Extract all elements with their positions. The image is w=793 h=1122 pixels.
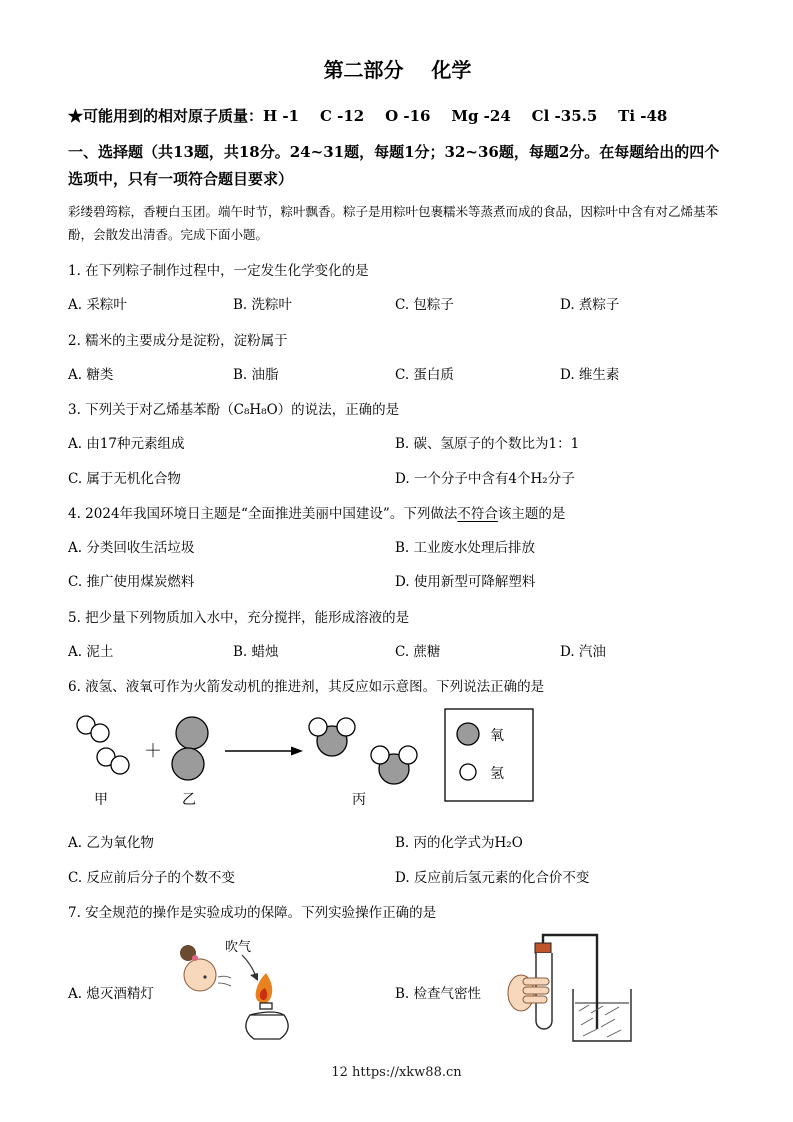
- q2-option-a: A. 糖类: [68, 366, 114, 383]
- water-molecules: [309, 718, 417, 784]
- q1-option-d: D. 煮粽子: [560, 297, 620, 314]
- legend-oxygen-icon: [457, 723, 479, 745]
- section-instructions: 一、选择题（共13题，共18分。24~31题，每题1分；32~36题，每题2分。在每题给出的四个选项中，只有一项符合题目要求）: [68, 143, 720, 188]
- question-3-options-row2: [68, 469, 727, 489]
- question-7-options: [68, 931, 727, 1053]
- q6-option-b: B. 丙的化学式为H₂O: [395, 835, 523, 852]
- question-4-text: [68, 504, 727, 524]
- q7-option-a: [68, 931, 395, 1053]
- question-2-options: [68, 365, 727, 385]
- q5-option-c: C. 蔗糖: [395, 643, 441, 660]
- q4-option-c: C. 推广使用煤炭燃料: [68, 574, 195, 591]
- question-6-text: 6. 液氢、液氧可作为火箭发动机的推进剂，其反应如示意图。下列说法正确的是: [68, 679, 545, 695]
- question-4-options-row2: [68, 572, 727, 592]
- extinguish-lamp-illustration: [170, 933, 320, 1051]
- question-3-text: 3. 下列关于对乙烯基苯酚（C₈H₈O）的说法，正确的是: [68, 402, 400, 418]
- q4-text-post: 该主题的是: [497, 505, 566, 522]
- q4-option-d: D. 使用新型可降解塑料: [395, 574, 536, 591]
- girl-blowing: [180, 945, 216, 991]
- oxygen-molecule: [172, 717, 208, 780]
- reactant1-label: 甲: [94, 792, 108, 809]
- stopper: [535, 943, 551, 953]
- q2-option-b: B. 油脂: [233, 366, 279, 383]
- legend-oxygen-label: 氧: [490, 728, 504, 745]
- atomic-mass-note: ★可能用到的相对原子质量：H -1 C -12 O -16 Mg -24 Cl -35.5 Ti -48: [68, 107, 668, 125]
- q3-option-b: B. 碳、氢原子的个数比为1：1: [395, 436, 580, 453]
- blow-lines: [218, 976, 231, 986]
- q5-option-b: B. 蜡烛: [233, 643, 279, 660]
- beaker: [573, 989, 631, 1041]
- q1-option-a: A. 采粽叶: [68, 297, 127, 314]
- flame: [255, 973, 272, 1003]
- q1-option-c: C. 包粽子: [395, 297, 454, 314]
- alcohol-lamp: [246, 1003, 288, 1039]
- legend-hydrogen-icon: [460, 764, 476, 780]
- reaction-diagram: [70, 707, 540, 815]
- blow-arrow: [242, 955, 258, 981]
- airtightness-illustration: [497, 931, 647, 1053]
- q3-option-c: C. 属于无机化合物: [68, 470, 181, 487]
- question-6-options-row2: [68, 868, 727, 888]
- hydrogen-molecules: [77, 716, 129, 774]
- q3-option-d: D. 一个分子中含有4个H₂分子: [395, 470, 575, 487]
- legend-hydrogen-label: 氢: [490, 766, 504, 783]
- question-7-text: 7. 安全规范的操作是实验成功的保障。下列实验操作正确的是: [68, 904, 437, 921]
- reaction-diagram-container: [70, 707, 727, 819]
- plus-sign: ＋: [144, 741, 162, 763]
- question-2-text: 2. 糯米的主要成分是淀粉，淀粉属于: [68, 332, 288, 349]
- question-1-text: 1. 在下列粽子制作过程中，一定发生化学变化的是: [68, 263, 369, 279]
- q1-option-b: B. 洗粽叶: [233, 297, 293, 314]
- q5-option-d: D. 汽油: [560, 643, 606, 660]
- question-6-options-row1: [68, 833, 727, 853]
- question-1-options: [68, 295, 727, 315]
- intro-passage: 彩缕碧筠粽，香粳白玉团。端午时节，粽叶飘香。粽子是用粽叶包裹糯米等蒸煮而成的食品，因粽叶中含有对乙烯基苯酚，会散发出清香。完成下面小题。: [68, 204, 719, 242]
- question-5-options: [68, 642, 727, 662]
- page-footer: 12 https://xkw88.cn: [331, 1065, 462, 1080]
- blow-label: 吹气: [224, 940, 251, 955]
- q4-text-emphasis: 不符合: [457, 505, 498, 522]
- q3-option-a: A. 由17种元素组成: [68, 436, 185, 453]
- reaction-arrow: [225, 747, 303, 756]
- q6-option-c: C. 反应前后分子的个数不变: [68, 869, 235, 886]
- q5-option-a: A. 泥土: [68, 643, 114, 660]
- q6-option-d: D. 反应前后氢元素的化合价不变: [395, 869, 590, 886]
- page-title: 第二部分 化学: [323, 58, 472, 82]
- q2-option-c: C. 蛋白质: [395, 366, 454, 383]
- q4-option-a: A. 分类回收生活垃圾: [68, 540, 195, 556]
- question-4-options-row1: [68, 538, 727, 558]
- question-3-options-row1: [68, 434, 727, 454]
- q4-text-pre: 4. 2024年我国环境日主题是“全面推进美丽中国建设”。下列做法: [68, 505, 458, 522]
- product-label: 丙: [352, 792, 366, 809]
- q2-option-d: D. 维生素: [560, 366, 620, 383]
- q6-option-a: A. 乙为氧化物: [68, 835, 154, 852]
- legend-box: [445, 709, 533, 801]
- q7-option-b: [395, 931, 727, 1053]
- q7-option-b-label: B. 检查气密性: [395, 986, 482, 1002]
- q7-option-a-label: A. 熄灭酒精灯: [68, 986, 154, 1002]
- question-5-text: 5. 把少量下列物质加入水中，充分搅拌，能形成溶液的是: [68, 609, 410, 626]
- q4-option-b: B. 工业废水处理后排放: [395, 540, 536, 556]
- reactant2-label: 乙: [182, 792, 196, 809]
